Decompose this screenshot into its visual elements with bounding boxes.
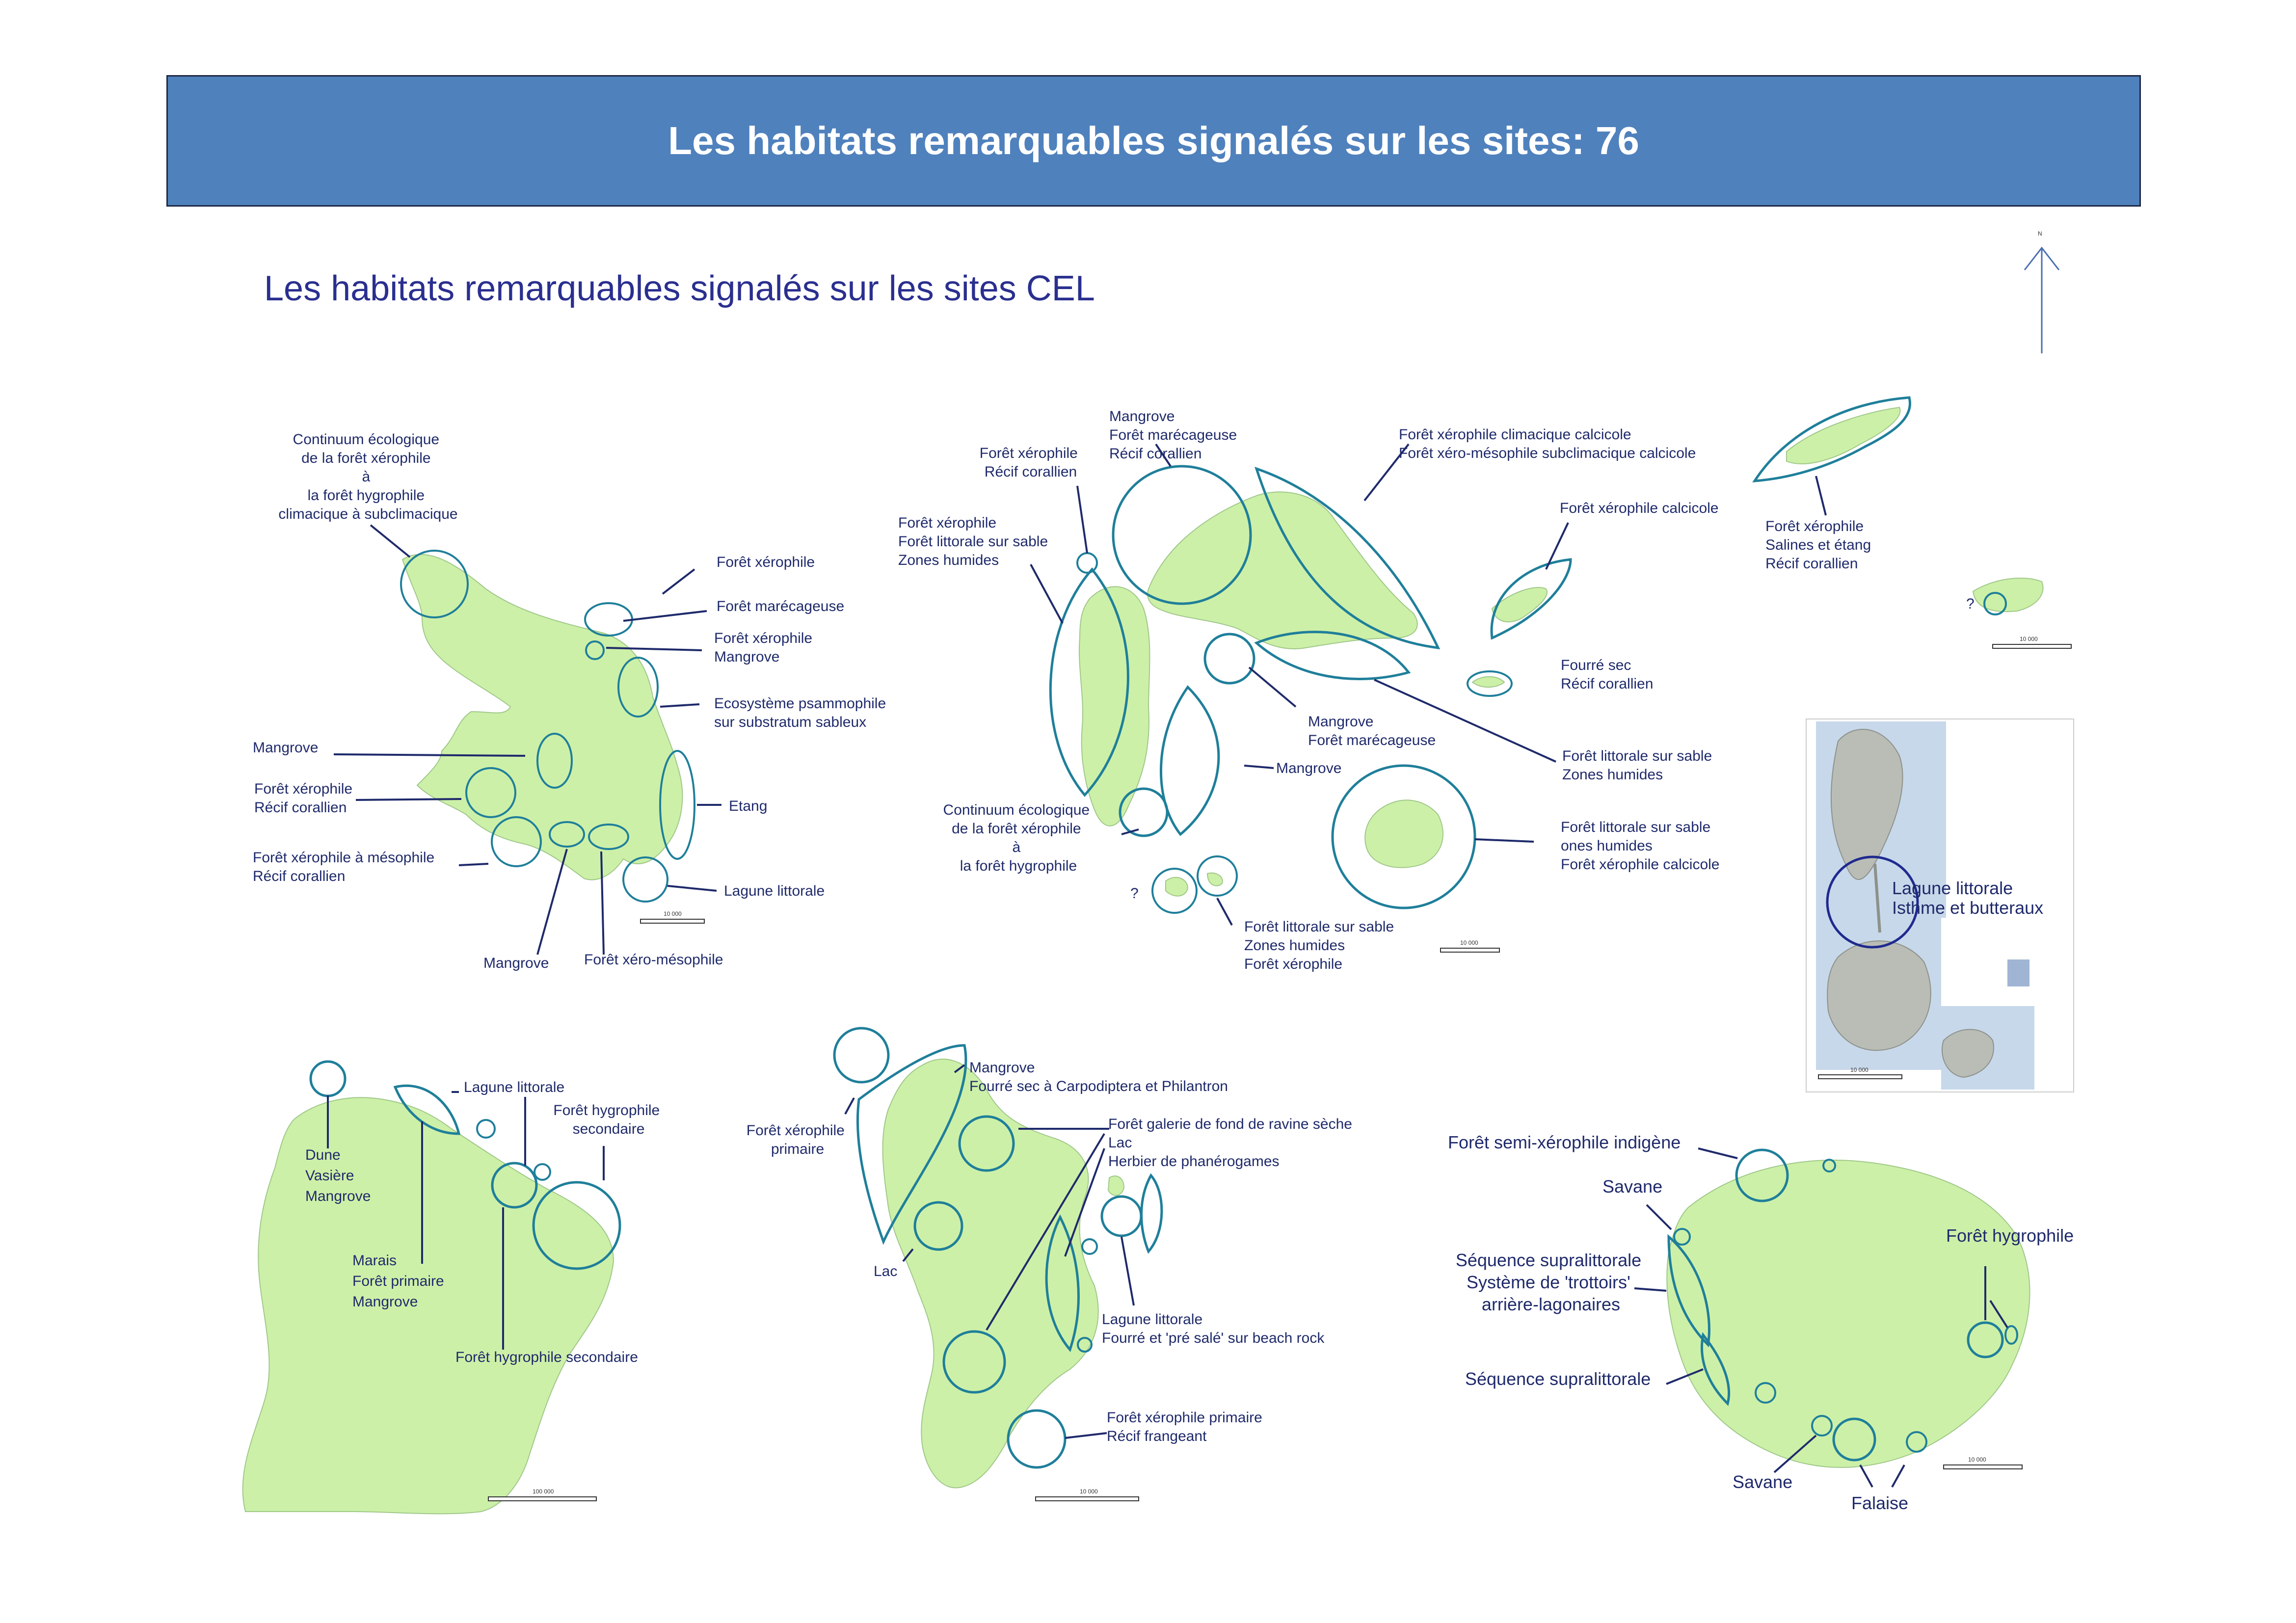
label-savane-south: Savane xyxy=(1733,1472,1793,1492)
les-saintes-island xyxy=(1166,873,1223,896)
scale-bar xyxy=(1944,1456,2022,1469)
label-sequence-supralittorale: Séquence supralittorale xyxy=(1465,1369,1651,1389)
label-fourre-sec-recif: Fourré sec Récif corallien xyxy=(1561,657,1654,692)
label-foret-xerophile-primaire: Forêt xérophile primaire xyxy=(746,1122,845,1157)
label-foret-xero-mesophile: Forêt xéro-mésophile xyxy=(584,952,723,968)
label-foret-recif-frangeant: Forêt xérophile primaire Récif frangeant xyxy=(1107,1410,1262,1444)
label-mangrove-south: Mangrove xyxy=(483,955,549,971)
svg-text:100 000: 100 000 xyxy=(533,1488,554,1495)
label-lagune-littorale: Lagune littorale xyxy=(464,1079,565,1095)
map-title: Les habitats remarquables signalés sur les sites CEL xyxy=(264,269,1095,308)
label-foret-galerie-lac-herbier: Forêt galerie de fond de ravine sèche Lac Herbier de phanérogames xyxy=(1108,1116,1352,1170)
label-mangrove-center: Mangrove xyxy=(1276,760,1342,776)
marker-circle xyxy=(1205,634,1254,683)
label-lac: Lac xyxy=(874,1263,898,1279)
mayotte-map xyxy=(747,1028,1357,1501)
label-lagune-isthme: Lagune littorale Isthme et butteraux xyxy=(1892,878,2044,918)
label-lagune-fourre: Lagune littorale Fourré et 'pré salé' sur beach rock xyxy=(1102,1311,1325,1346)
label-savane-north: Savane xyxy=(1602,1176,1663,1197)
label-dune-vasiere-mangrove: Dune Vasière Mangrove xyxy=(305,1147,371,1204)
label-mangrove: Mangrove xyxy=(253,740,319,756)
label-foret-hygrophile: Forêt hygrophile xyxy=(1946,1225,2074,1246)
saint-barthelemy-map xyxy=(1755,398,2071,648)
marker-lens xyxy=(1142,1175,1162,1251)
label-marie-galante: Forêt littorale sur sable ones humides Forêt xérophile calcicole xyxy=(1561,819,1720,873)
st-barth-island xyxy=(1973,578,2043,612)
svg-text:10 000: 10 000 xyxy=(1460,939,1478,946)
marker-circle xyxy=(1120,789,1167,836)
petite-terre-mayotte xyxy=(1108,1176,1124,1196)
reunion-island xyxy=(1667,1160,2029,1467)
langlade-relief xyxy=(1827,941,1931,1050)
label-question: ? xyxy=(1130,885,1139,902)
svg-text:10 000: 10 000 xyxy=(664,910,682,917)
desirade-island xyxy=(1492,587,1547,622)
marker-circle xyxy=(477,1120,495,1138)
svg-text:10 000: 10 000 xyxy=(1850,1066,1869,1073)
label-foret-hygrophile-secondaire-south: Forêt hygrophile secondaire xyxy=(455,1349,638,1365)
label-etang: Etang xyxy=(729,798,768,814)
label-mangrove-foret-marecageuse: Mangrove Forêt marécageuse xyxy=(1308,714,1436,748)
label-mangrove-fourre-sec: Mangrove Fourré sec à Carpodiptera et Philantron xyxy=(969,1060,1228,1094)
label-foret-hygrophile-secondaire: Forêt hygrophile secondaire xyxy=(553,1102,660,1137)
saint-pierre-miquelon-map xyxy=(1806,719,2074,1092)
guyane-map xyxy=(243,1062,664,1514)
label-foret-xerophile-mangrove: Forêt xérophile Mangrove xyxy=(714,630,813,665)
guadeloupe-map xyxy=(898,408,1719,972)
grande-terre-mayotte xyxy=(882,1059,1098,1488)
label-foret-littorale-zones-humides: Forêt xérophile Forêt littorale sur sable Zones humides xyxy=(898,515,1048,568)
north-label: N xyxy=(2038,230,2042,237)
label-foret-calcicole: Forêt xérophile climacique calcicole Forêt xéro-mésophile subclimacique calcicole xyxy=(1399,426,1696,461)
label-continuum-guadeloupe: Continuum écologique de la forêt xérophile à la forêt hygrophile xyxy=(943,802,1090,874)
svg-text:10 000: 10 000 xyxy=(2020,636,2038,642)
marker-lens xyxy=(1161,687,1218,834)
marker-circle xyxy=(534,1164,550,1180)
scale-bar xyxy=(1036,1488,1139,1501)
marie-galante-island xyxy=(1365,800,1443,867)
guyane-territory xyxy=(243,1097,614,1514)
reunion-map xyxy=(1448,1132,2074,1513)
marker-circle xyxy=(1008,1410,1065,1467)
label-les-saintes: Forêt littorale sur sable Zones humides Forêt xérophile xyxy=(1244,919,1394,972)
slide-title: Les habitats remarquables signalés sur les sites: 76 xyxy=(668,119,1639,162)
marker-circle xyxy=(1102,1197,1141,1236)
label-foret-xerophile-calcicole: Forêt xérophile calcicole xyxy=(1560,500,1719,516)
label-foret-xerophile-salines: Forêt xérophile Salines et étang Récif corallien xyxy=(1765,518,1871,572)
label-foret-xerophile: Forêt xérophile xyxy=(717,554,815,570)
scale-bar xyxy=(1993,636,2071,648)
grande-terre-island xyxy=(1148,492,1417,649)
label-falaise: Falaise xyxy=(1851,1493,1909,1513)
label-lagune-littorale: Lagune littorale xyxy=(724,883,825,899)
label-foret-xerophile-mesophile: Forêt xérophile à mésophile Récif corallien xyxy=(253,850,435,884)
marker-circle xyxy=(834,1028,888,1082)
label-marais-foret-mangrove: Marais Forêt primaire Mangrove xyxy=(352,1252,444,1310)
label-foret-marecageuse: Forêt marécageuse xyxy=(717,598,845,614)
marker-circle xyxy=(311,1062,345,1096)
label-foret-semi-xerophile: Forêt semi-xérophile indigène xyxy=(1448,1132,1681,1152)
label-question-sb: ? xyxy=(1966,596,1975,612)
petite-terre-island xyxy=(1472,677,1504,687)
marker-circle xyxy=(1082,1239,1097,1254)
marker-circle xyxy=(1077,553,1097,573)
label-mangrove-marecageuse-recif: Mangrove Forêt marécageuse Récif corallien xyxy=(1109,408,1237,462)
svg-text:10 000: 10 000 xyxy=(1080,1488,1098,1495)
label-foret-littorale-sable: Forêt littorale sur sable Zones humides xyxy=(1562,748,1712,783)
label-continuum-ecologique: Continuum écologique de la forêt xérophile à la forêt hygrophile climacique à subclimacique xyxy=(278,431,458,522)
svg-text:10 000: 10 000 xyxy=(1968,1456,1986,1463)
label-foret-xerophile-recif: Forêt xérophile Récif corallien xyxy=(979,445,1078,480)
north-arrow-icon xyxy=(2025,230,2059,353)
label-sequence-trottoirs: Séquence supralittorale Système de 'trottoirs' arrière-lagonaires xyxy=(1455,1250,1642,1314)
label-ecosysteme-psammophile: Ecosystème psammophile sur substratum sableux xyxy=(714,695,886,730)
marker-circle xyxy=(623,857,667,902)
scale-bar xyxy=(1441,939,1499,952)
marker-ellipse xyxy=(585,603,632,636)
label-foret-xerophile-recif: Forêt xérophile Récif corallien xyxy=(254,781,353,816)
scale-bar xyxy=(641,910,704,923)
martinique-map xyxy=(253,431,890,971)
